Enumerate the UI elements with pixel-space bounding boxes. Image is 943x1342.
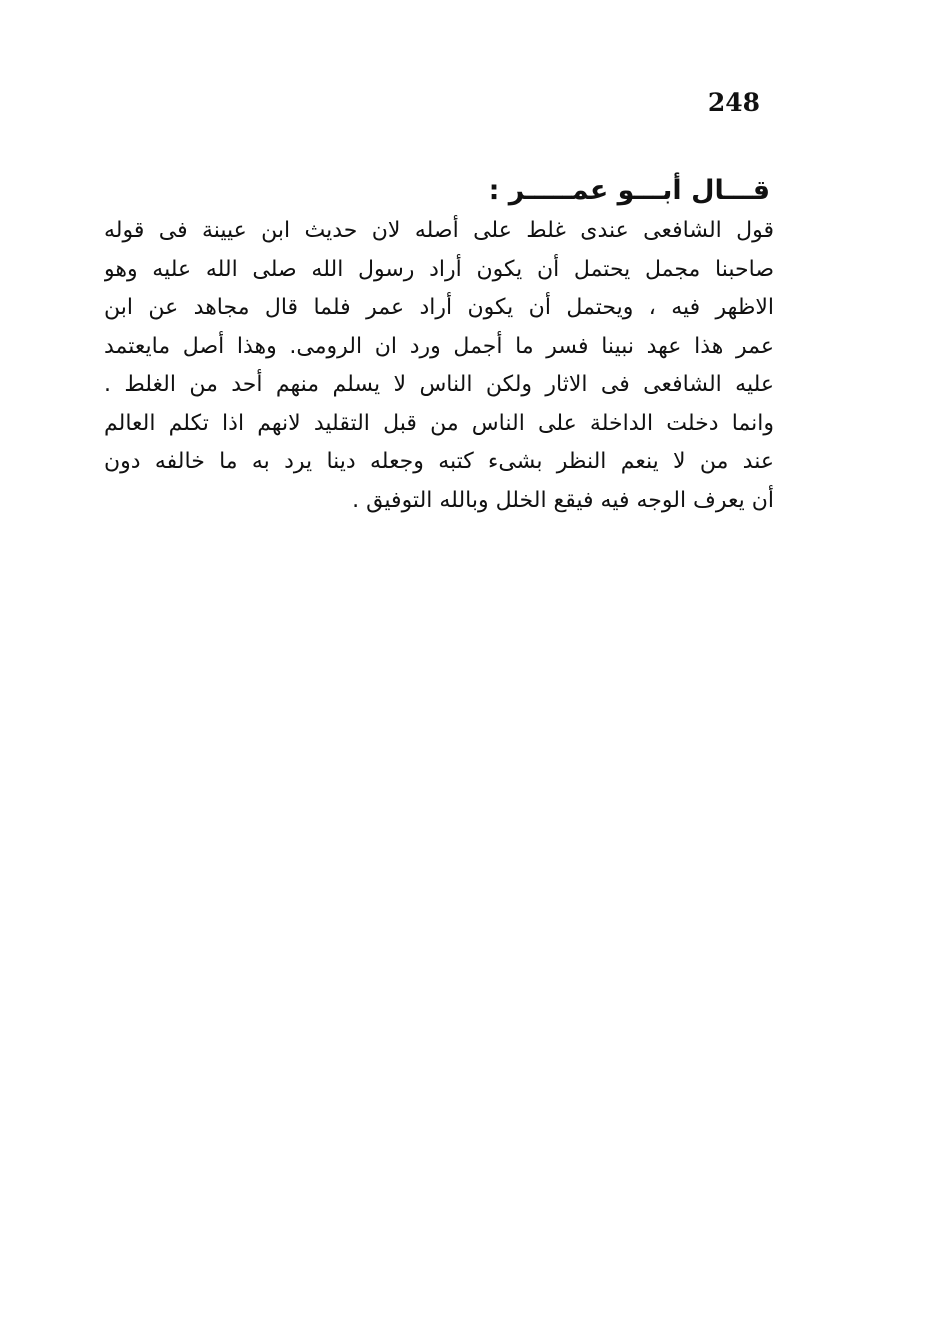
section-heading: قـــال أبـــو عمـــــر :: [488, 175, 770, 206]
body-paragraph: [104, 212, 774, 520]
text-line: وانما دخلت الداخلة على الناس من قبل التقليد لانهم اذا تكلم العالم: [104, 410, 774, 436]
text-line: أن يعرف الوجه فيه فيقع الخلل وبالله التوفيق .: [352, 487, 774, 513]
page-number: 248: [707, 88, 760, 117]
text-line: صاحبنا مجمل يحتمل أن يكون أراد رسول الله صلى الله عليه وهو: [104, 256, 774, 282]
text-line: عمر هذا عهد نبينا فسر ما أجمل ورد ان الرومى. وهذا أصل مايعتمد: [104, 333, 774, 359]
text-line: قول الشافعى عندى غلط على أصله لان حديث ابن عيينة فى قوله: [104, 218, 774, 243]
text-line: عند من لا ينعم النظر بشىء كتبه وجعله دينا يرد به ما خالفه دون: [104, 449, 774, 474]
text-line: عليه الشافعى فى الاثار ولكن الناس لا يسلم منهم أحد من الغلط .: [104, 372, 774, 397]
text-line: الاظهر فيه ، ويحتمل أن يكون أراد عمر فلما قال مجاهد عن ابن: [104, 295, 774, 320]
